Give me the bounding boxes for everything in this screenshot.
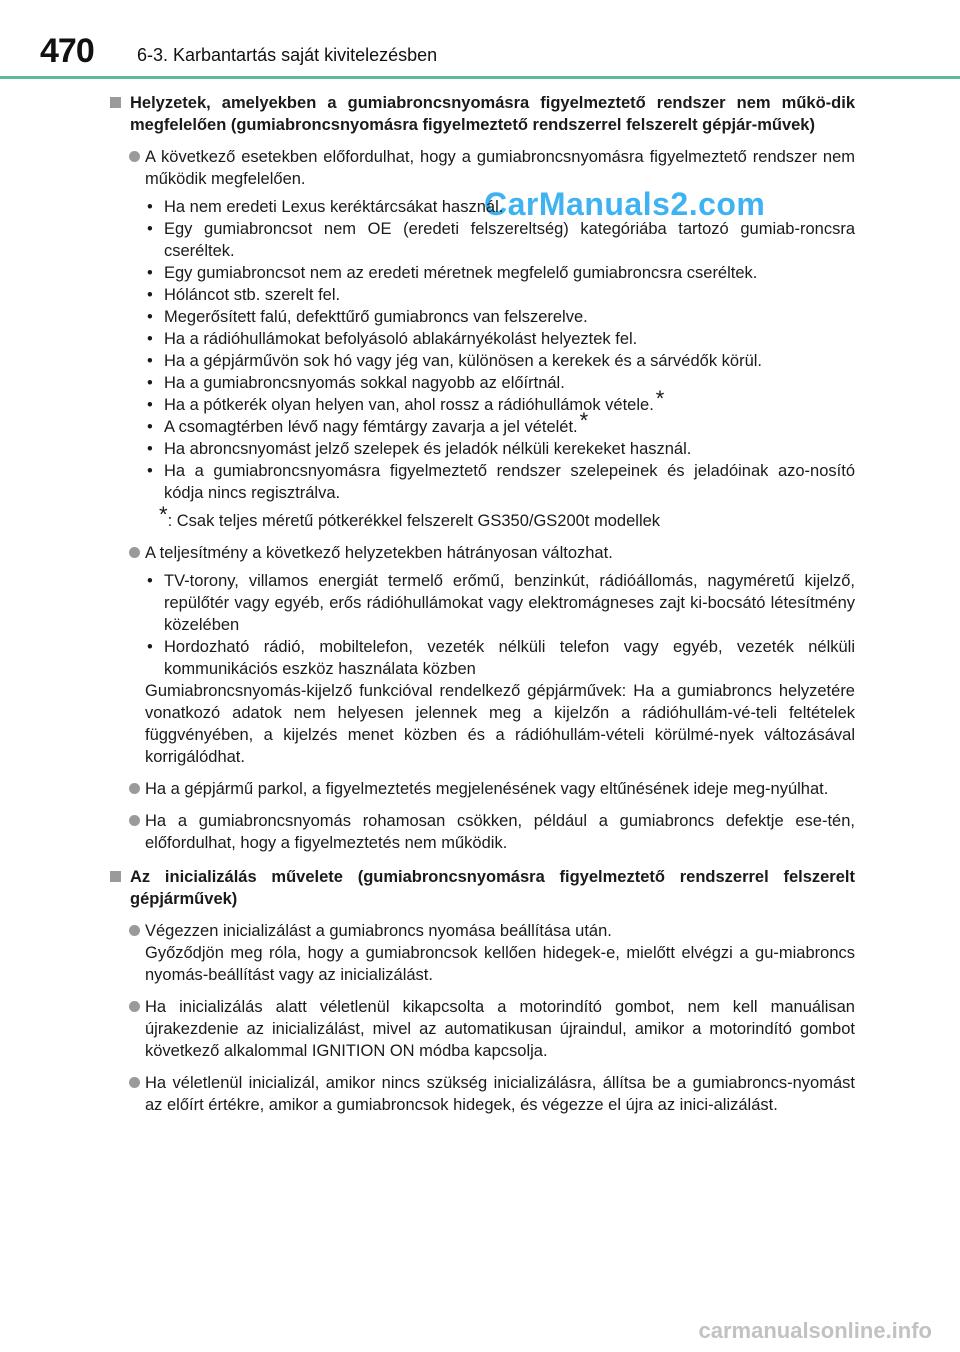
page-content — [110, 92, 855, 1128]
watermark-carmanuals2: CarManuals2.com — [484, 186, 766, 222]
section-heading: Helyzetek, amelyekben a gumiabroncsnyomásra figyelmeztető rendszer nem műkö-dik megfelelően (gumiabroncsnyomásra figyelmeztető rendszerrel felszerelt gépjár-művek) — [110, 92, 855, 136]
circle-bullet-icon — [129, 151, 140, 162]
circle-bullet-icon — [129, 925, 140, 936]
list-item: • Egy gumiabroncsot nem az eredeti méretnek megfelelő gumiabroncsra cseréltek. — [145, 262, 855, 284]
paragraph-block — [110, 810, 855, 854]
paragraph-text: Ha inicializálás alatt véletlenül kikapcsolta a motorindító gombot, nem kell manuálisan újrakezdenie az inicializálást, mivel az automatikusan újraindul, amikor a motorindító gombot következő alkalommal IGNITION ON módba kapcsolja. — [145, 998, 855, 1060]
section-initialization — [110, 866, 855, 1116]
list-item: • Ha a rádióhullámokat befolyásoló ablakárnyékolást helyeztek fel. — [145, 328, 855, 350]
paragraph-text: Ha véletlenül inicializál, amikor nincs szükség inicializálásra, állítsa be a gumiabroncs-nyomást az előírt értékre, amikor a gumiabroncsok hidegek, és végezze el újra az inici-alizálást. — [145, 1074, 855, 1114]
list-item: • Hordozható rádió, mobiltelefon, vezeték nélküli telefon vagy egyéb, vezeték nélküli kommunikációs eszköz használata közben — [145, 636, 855, 680]
bullet-list — [145, 196, 855, 504]
list-item: • Ha a pótkerék olyan helyen van, ahol rossz a rádióhullámok vétele.* — [145, 394, 855, 416]
list-item: • Egy gumiabroncsot nem OE (eredeti felszereltség) kategóriába tartozó gumiab-roncsra cseréltek. — [145, 218, 855, 262]
circle-bullet-icon — [129, 1001, 140, 1012]
header-divider — [0, 76, 960, 79]
paragraph-text: Ha a gépjármű parkol, a figyelmeztetés megjelenésének vagy eltűnésének ideje meg-nyúlhat. — [145, 780, 829, 798]
bullet-list — [145, 570, 855, 680]
list-item: • Ha a gumiabroncsnyomásra figyelmeztető rendszer szelepeinek és jeladóinak azo-nosító kódja nincs regisztrálva. — [145, 460, 855, 504]
footnote-marker: * — [579, 407, 589, 433]
section-tpms-limitations — [110, 92, 855, 854]
list-item: • A csomagtérben lévő nagy fémtárgy zavarja a jel vételét.* — [145, 416, 855, 438]
watermark-carmanualsonline: carmanualsonline.info — [698, 1318, 932, 1343]
circle-bullet-icon — [129, 815, 140, 826]
list-item: • Ha abroncsnyomást jelző szelepek és jeladók nélküli kerekeket használ. — [145, 438, 855, 460]
footnote-marker: * — [655, 385, 665, 411]
paragraph-block — [110, 996, 855, 1062]
page-number: 470 — [40, 32, 94, 70]
footnote-marker: * — [159, 501, 168, 527]
paragraph-block — [110, 146, 855, 532]
paragraph-text: A teljesítmény a következő helyzetekben hátrányosan változhat. — [145, 544, 613, 562]
paragraph-block — [110, 542, 855, 768]
footnote: *: Csak teljes méretű pótkerékkel felszerelt GS350/GS200t modellek — [159, 501, 661, 530]
list-item: • Ha a gumiabroncsnyomás sokkal nagyobb az előírtnál. — [145, 372, 855, 394]
paragraph-text: Gumiabroncsnyomás-kijelző funkcióval rendelkező gépjárművek: Ha a gumiabroncs helyzetére vonatkozó adatok nem helyesen jelennek meg a kijelzőn a rádióhullám-vé-teli feltételek függvényében, a kijelzés menet közben és a rádióhullám-vételi körülmé-nyek változásával korrigálódhat. — [145, 682, 855, 766]
list-item: • Ha a gépjárművön sok hó vagy jég van, különösen a kerekek és a sárvédők körül. — [145, 350, 855, 372]
list-item: • Megerősített falú, defekttűrő gumiabroncs van felszerelve. — [145, 306, 855, 328]
section-title: 6-3. Karbantartás saját kivitelezésben — [137, 45, 438, 65]
paragraph-block — [110, 920, 855, 986]
list-item: • TV-torony, villamos energiát termelő erőmű, benzinkút, rádióállomás, nagyméretű kijelző, repülőtér vagy egyéb, erős rádióhullámokat vagy elektromágneses zajt ki-bocsátó létesítmény közelében — [145, 570, 855, 636]
paragraph-text: Győződjön meg róla, hogy a gumiabroncsok kellően hidegek-e, mielőtt elvégzi a gu-miabroncs nyomás-beállítást vagy az inicializálást. — [145, 944, 855, 984]
paragraph-text: Végezzen inicializálást a gumiabroncs nyomása beállítása után. — [145, 922, 612, 940]
paragraph-text: Ha a gumiabroncsnyomás rohamosan csökken, például a gumiabroncs defektje ese-tén, előfordulhat, hogy a figyelmeztetés nem működik. — [145, 812, 855, 852]
square-bullet-icon — [110, 871, 121, 882]
page-header — [0, 0, 960, 80]
circle-bullet-icon — [129, 1077, 140, 1088]
paragraph-block — [110, 778, 855, 800]
paragraph-block — [110, 1072, 855, 1116]
square-bullet-icon — [110, 97, 121, 108]
list-item: • Hóláncot stb. szerelt fel. — [145, 284, 855, 306]
circle-bullet-icon — [129, 547, 140, 558]
section-heading: Az inicializálás művelete (gumiabroncsnyomásra figyelmeztető rendszerrel felszerelt gépjárművek) — [110, 866, 855, 910]
list-item: • Ha nem eredeti Lexus keréktárcsákat használ. — [145, 196, 855, 218]
paragraph-text: A következő esetekben előfordulhat, hogy a gumiabroncsnyomásra figyelmeztető rendszer nem működik megfelelően. — [145, 148, 855, 188]
circle-bullet-icon — [129, 783, 140, 794]
